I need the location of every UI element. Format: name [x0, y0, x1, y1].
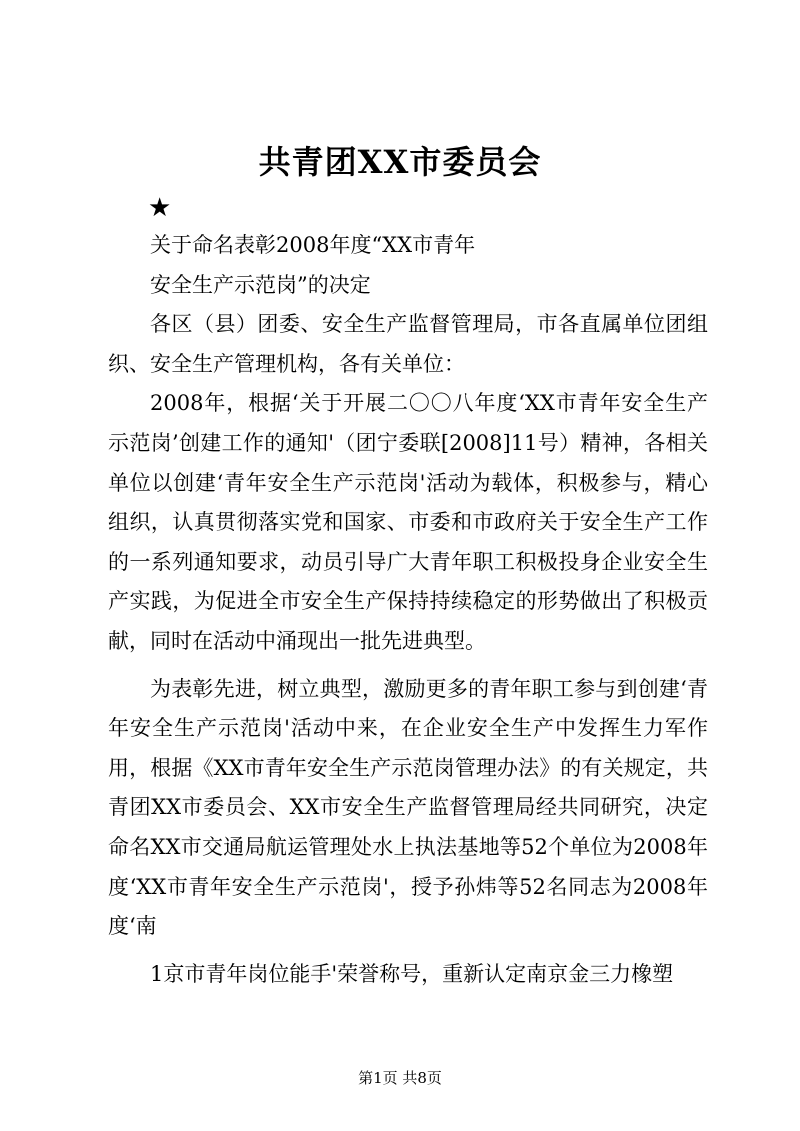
subject-line-2: 安全生产示范岗”的决定	[150, 272, 371, 297]
body-paragraph-1: 2008年，根据‘关于开展二〇〇八年度‘XX市青年安全生产示范岗’创建工作的通知'（团宁委联[2008]11号）精神，各相关单位以创建‘青年安全生产示范岗'活动为载体，积极参与，精心组织，认真贯彻落实党和国家、市委和市政府关于安全生产工作的一系列通知要求，动员引导广大青年职工积极投身企业安全生产实践，为促进全市安全生产保持持续稳定的形势做出了积极贡献，同时在活动中涌现出一批先进典型。	[108, 391, 708, 653]
star-icon: ★	[148, 193, 172, 223]
page-footer: 第1页 共8页	[358, 1069, 442, 1087]
body-paragraph-3: 1京市青年岗位能手'荣誉称号，重新认定南京金三力橡塑	[150, 961, 674, 986]
document-body	[108, 226, 708, 994]
body-paragraph-2: 为表彰先进，树立典型，激励更多的青年职工参与到创建‘青年安全生产示范岗'活动中来，在企业安全生产中发挥生力军作用，根据《XX市青年安全生产示范岗管理办法》的有关规定，共青团XX市委员会、XX市安全生产监督管理局经共同研究，决定命名XX市交通局航运管理处水上执法基地等52个单位为2008年度‘XX市青年安全生产示范岗'，授予孙炜等52名同志为2008年度‘南	[108, 676, 708, 939]
document-title: 共青团XX市委员会	[258, 143, 542, 181]
subject-line-1: 关于命名表彰2008年度“XX市青年	[150, 233, 476, 257]
addressee-paragraph: 各区（县）团委、安全生产监督管理局，市各直属单位团组织、安全生产管理机构，各有关单位：	[108, 312, 708, 376]
